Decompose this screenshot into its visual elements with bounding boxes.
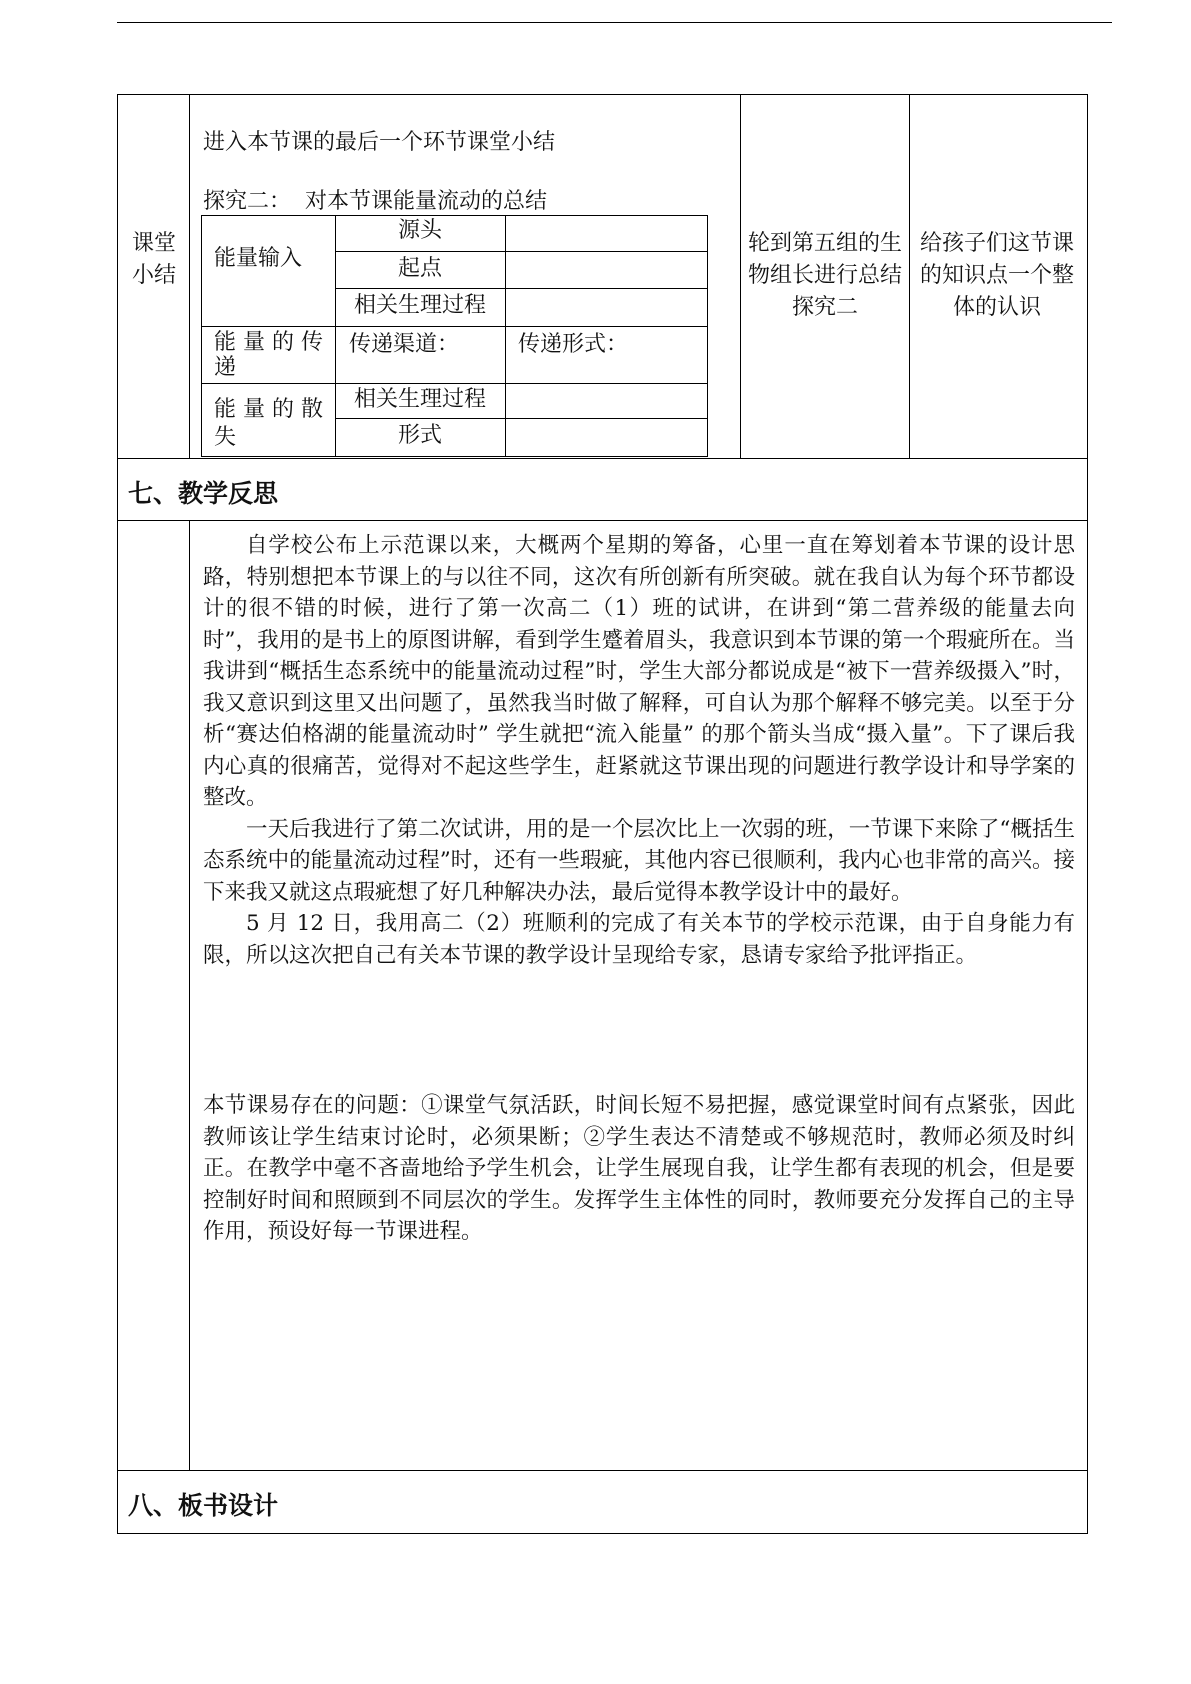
student-activity: 轮到第五组的生物组长进行总结探究二 bbox=[748, 231, 903, 320]
energy-source-label: 源头 bbox=[397, 218, 442, 243]
dissipation-process-label: 相关生理过程 bbox=[353, 387, 486, 412]
section7-heading: 七、教学反思 bbox=[128, 479, 279, 508]
summary-row-label: 课堂 小结 bbox=[131, 231, 176, 288]
summary-intro: 进入本节课的最后一个环节课堂小结 bbox=[203, 130, 556, 155]
reflection-text bbox=[203, 530, 1075, 971]
row-divider-section7-heading bbox=[117, 520, 1088, 521]
energy-dissipation-label: 能 量 的 散 失 bbox=[214, 397, 323, 450]
energy-table-line bbox=[335, 288, 708, 289]
energy-table-line bbox=[335, 251, 708, 252]
row-divider-section8 bbox=[117, 1470, 1088, 1471]
energy-table-line bbox=[335, 418, 708, 419]
energy-start-label: 起点 bbox=[397, 256, 442, 281]
transfer-channel-label: 传递渠道： bbox=[349, 332, 460, 357]
explore-title: 探究二： 对本节课能量流动的总结 bbox=[203, 189, 547, 214]
energy-input-label: 能量输入 bbox=[214, 246, 303, 271]
reflection-paragraph-1: 自学校公布上示范课以来，大概两个星期的筹备，心里一直在筹划着本节课的设计思路，特别想把本节课上的与以往不同，这次有所创新有所突破。就在我自认为每个环节都设计的很不错的时候，进行了第一次高二（1）班的试讲，在讲到“第二营养级的能量去向时”，我用的是书上的原图讲解，看到学生蹙着眉头，我意识到本节课的第一个瑕疵所在。当我讲到“概括生态系统中的能量流动过程”时，学生大部分都说成是“被下一营养级摄入”时，我又意识到这里又出问题了，虽然我当时做了解释，可自认为那个解释不够完美。以至于分析“赛达伯格湖的能量流动时” 学生就把“流入能量” 的那个箭头当成“摄入量”。下了课后我内心真的很痛苦，觉得对不起这些学生，赶紧就这节课出现的问题进行教学设计和导学案的整改。 bbox=[203, 533, 1075, 810]
transfer-form-label: 传递形式： bbox=[518, 332, 629, 357]
dissipation-form-label: 形式 bbox=[397, 423, 442, 448]
problems-text: 本节课易存在的问题：①课堂气氛活跃，时间长短不易把握，感觉课堂时间有点紧张，因此教师该让学生结束讨论时，必须果断；②学生表达不清楚或不够规范时，教师必须及时纠正。在教学中毫不吝啬地给予学生机会，让学生展现自我，让学生都有表现的机会，但是要控制好时间和照顾到不同层次的学生。发挥学生主体性的同时，教师要充分发挥自己的主导作用，预设好每一节课进程。 bbox=[203, 1093, 1075, 1244]
energy-table-line bbox=[201, 383, 708, 384]
row-divider-summary bbox=[117, 458, 1088, 459]
col-divider-content bbox=[740, 94, 741, 458]
energy-table-line bbox=[201, 326, 708, 327]
page-header-rule bbox=[117, 22, 1112, 23]
energy-input-process-label: 相关生理过程 bbox=[353, 293, 486, 318]
reflection-paragraph-3: 5 月 12 日，我用高二（2）班顺利的完成了有关本节的学校示范课，由于自身能力有限，所以这次把自己有关本节课的教学设计呈现给专家，恳请专家给予批评指正。 bbox=[203, 911, 1075, 968]
energy-transfer-label: 能 量 的 传 递 bbox=[214, 330, 323, 380]
section8-heading: 八、板书设计 bbox=[128, 1491, 279, 1520]
col-divider-label bbox=[189, 94, 190, 458]
reflection-paragraph-2: 一天后我进行了第二次试讲，用的是一个层次比上一次弱的班，一节课下来除了“概括生态系统中的能量流动过程”时，还有一些瑕疵，其他内容已很顺利，我内心也非常的高兴。接下来我又就这点瑕疵想了好几种解决办法，最后觉得本教学设计中的最好。 bbox=[203, 816, 1075, 905]
col-divider-intent bbox=[909, 94, 910, 458]
design-intent: 给孩子们这节课的知识点一个整体的认识 bbox=[919, 231, 1074, 320]
col-divider-reflection bbox=[189, 520, 190, 1470]
